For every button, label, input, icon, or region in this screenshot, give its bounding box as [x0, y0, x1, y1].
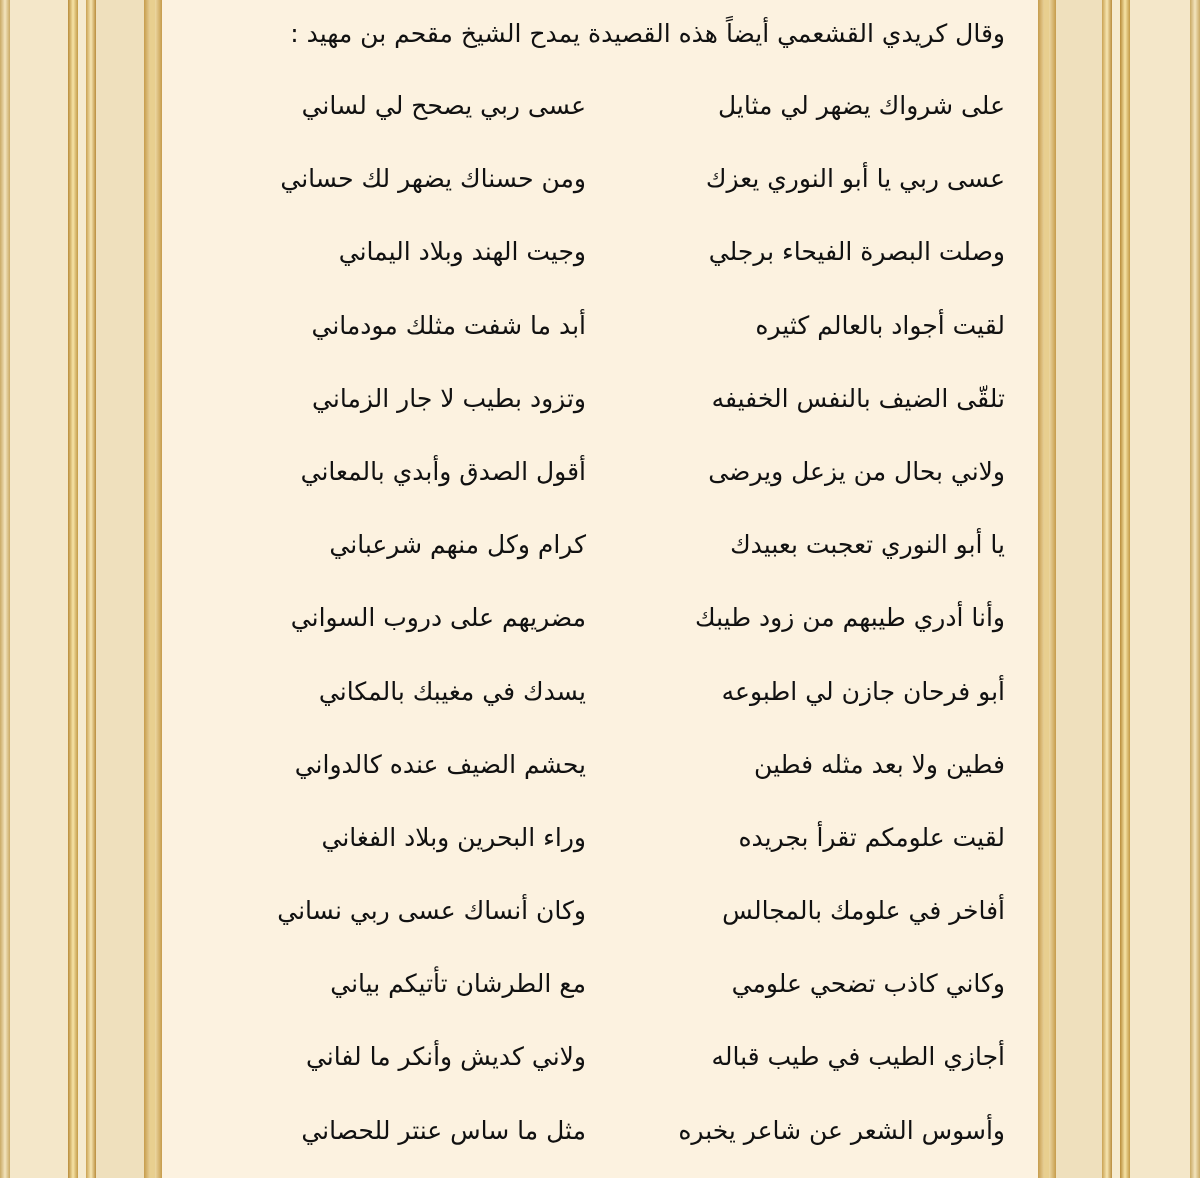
frame-strip — [144, 0, 162, 1178]
verse-line — [162, 365, 1038, 438]
verse-line — [162, 72, 1038, 145]
frame-strip — [1190, 0, 1200, 1178]
verse-second-hemistich: وجيت الهند وبلاد اليماني — [338, 237, 586, 267]
verse-line — [162, 218, 1038, 291]
frame-strip — [1056, 0, 1102, 1178]
frame-strip — [1130, 0, 1190, 1178]
verse-first-hemistich: وأنا أدري طيبهم من زود طيبك — [695, 603, 1005, 633]
verse-first-hemistich: لقيت علومكم تقرأ بجريده — [738, 822, 1005, 852]
verse-second-hemistich: وراء البحرين وبلاد الفغاني — [321, 822, 586, 852]
verse-first-hemistich: أفاخر في علومك بالمجالس — [722, 896, 1005, 926]
verse-line — [162, 950, 1038, 1023]
verse-first-hemistich: وصلت البصرة الفيحاء برجلي — [708, 237, 1005, 267]
frame-strip — [1120, 0, 1130, 1178]
verse-line — [162, 438, 1038, 511]
verse-second-hemistich: ولاني كديش وأنكر ما لفاني — [305, 1042, 586, 1072]
verse-second-hemistich: عسى ربي يصحح لي لساني — [301, 91, 586, 120]
poem-panel — [162, 0, 1038, 1178]
verse-first-hemistich: تلقّى الضيف بالنفس الخفيفه — [711, 383, 1005, 413]
verse-line — [162, 1023, 1038, 1096]
verse-second-hemistich: يحشم الضيف عنده كالدواني — [294, 749, 586, 779]
verse-second-hemistich: ومن حسناك يضهر لك حساني — [280, 164, 586, 194]
verse-line — [162, 292, 1038, 365]
verse-first-hemistich: عسى ربي يا أبو النوري يعزك — [705, 164, 1005, 194]
verse-first-hemistich: أبو فرحان جازن لي اطبوعه — [721, 676, 1005, 706]
verse-first-hemistich: فطين ولا بعد مثله فطين — [754, 749, 1005, 779]
poem-content — [162, 0, 1038, 1178]
verse-first-hemistich: على شرواك يضهر لي مثايل — [717, 91, 1005, 120]
frame-strip — [1102, 0, 1112, 1178]
verse-second-hemistich: وتزود بطيب لا جار الزماني — [312, 383, 586, 413]
verse-first-hemistich: لقيت أجواد بالعالم كثيره — [755, 310, 1005, 340]
verse-line — [162, 511, 1038, 584]
verse-line — [162, 804, 1038, 877]
verse-first-hemistich: وكاني كاذب تضحي علومي — [731, 969, 1005, 999]
verse-line — [162, 658, 1038, 731]
frame-strip — [96, 0, 144, 1178]
verse-second-hemistich: كرام وكل منهم شرعباني — [329, 530, 586, 560]
right-decorative-frame — [1038, 0, 1200, 1178]
verse-first-hemistich: ولاني بحال من يزعل ويرضى — [708, 456, 1005, 486]
verse-second-hemistich: مثل ما ساس عنتر للحصاني — [301, 1115, 586, 1145]
verse-first-hemistich: وأسوس الشعر عن شاعر يخبره — [678, 1115, 1005, 1145]
frame-strip — [10, 0, 68, 1178]
verse-second-hemistich: أبد ما شفت مثلك مودماني — [311, 310, 586, 340]
verse-line — [162, 877, 1038, 950]
verse-line — [162, 145, 1038, 218]
verse-second-hemistich: وكان أنساك عسى ربي نساني — [277, 896, 586, 926]
verse-second-hemistich: يسدك في مغيبك بالمكاني — [318, 676, 586, 706]
verse-second-hemistich: مضريهم على دروب السواني — [290, 603, 586, 633]
verse-list — [162, 72, 1038, 1170]
verse-second-hemistich: أقول الصدق وأبدي بالمعاني — [300, 456, 586, 486]
verse-line — [162, 731, 1038, 804]
left-decorative-frame — [0, 0, 162, 1178]
verse-line — [162, 1097, 1038, 1170]
verse-line — [162, 584, 1038, 657]
frame-strip — [86, 0, 96, 1178]
poem-intro: وقال كريدي القشعمي أيضاً هذه القصيدة يمدح الشيخ مقحم بن مهيد : — [290, 19, 1005, 48]
frame-strip — [68, 0, 78, 1178]
frame-strip — [1112, 0, 1120, 1178]
verse-first-hemistich: أجازي الطيب في طيب قباله — [711, 1042, 1005, 1072]
verse-second-hemistich: مع الطرشان تأتيكم بياني — [330, 969, 586, 999]
frame-strip — [78, 0, 86, 1178]
frame-strip — [1038, 0, 1056, 1178]
frame-strip — [0, 0, 10, 1178]
verse-first-hemistich: يا أبو النوري تعجبت بعبيدك — [730, 530, 1005, 560]
